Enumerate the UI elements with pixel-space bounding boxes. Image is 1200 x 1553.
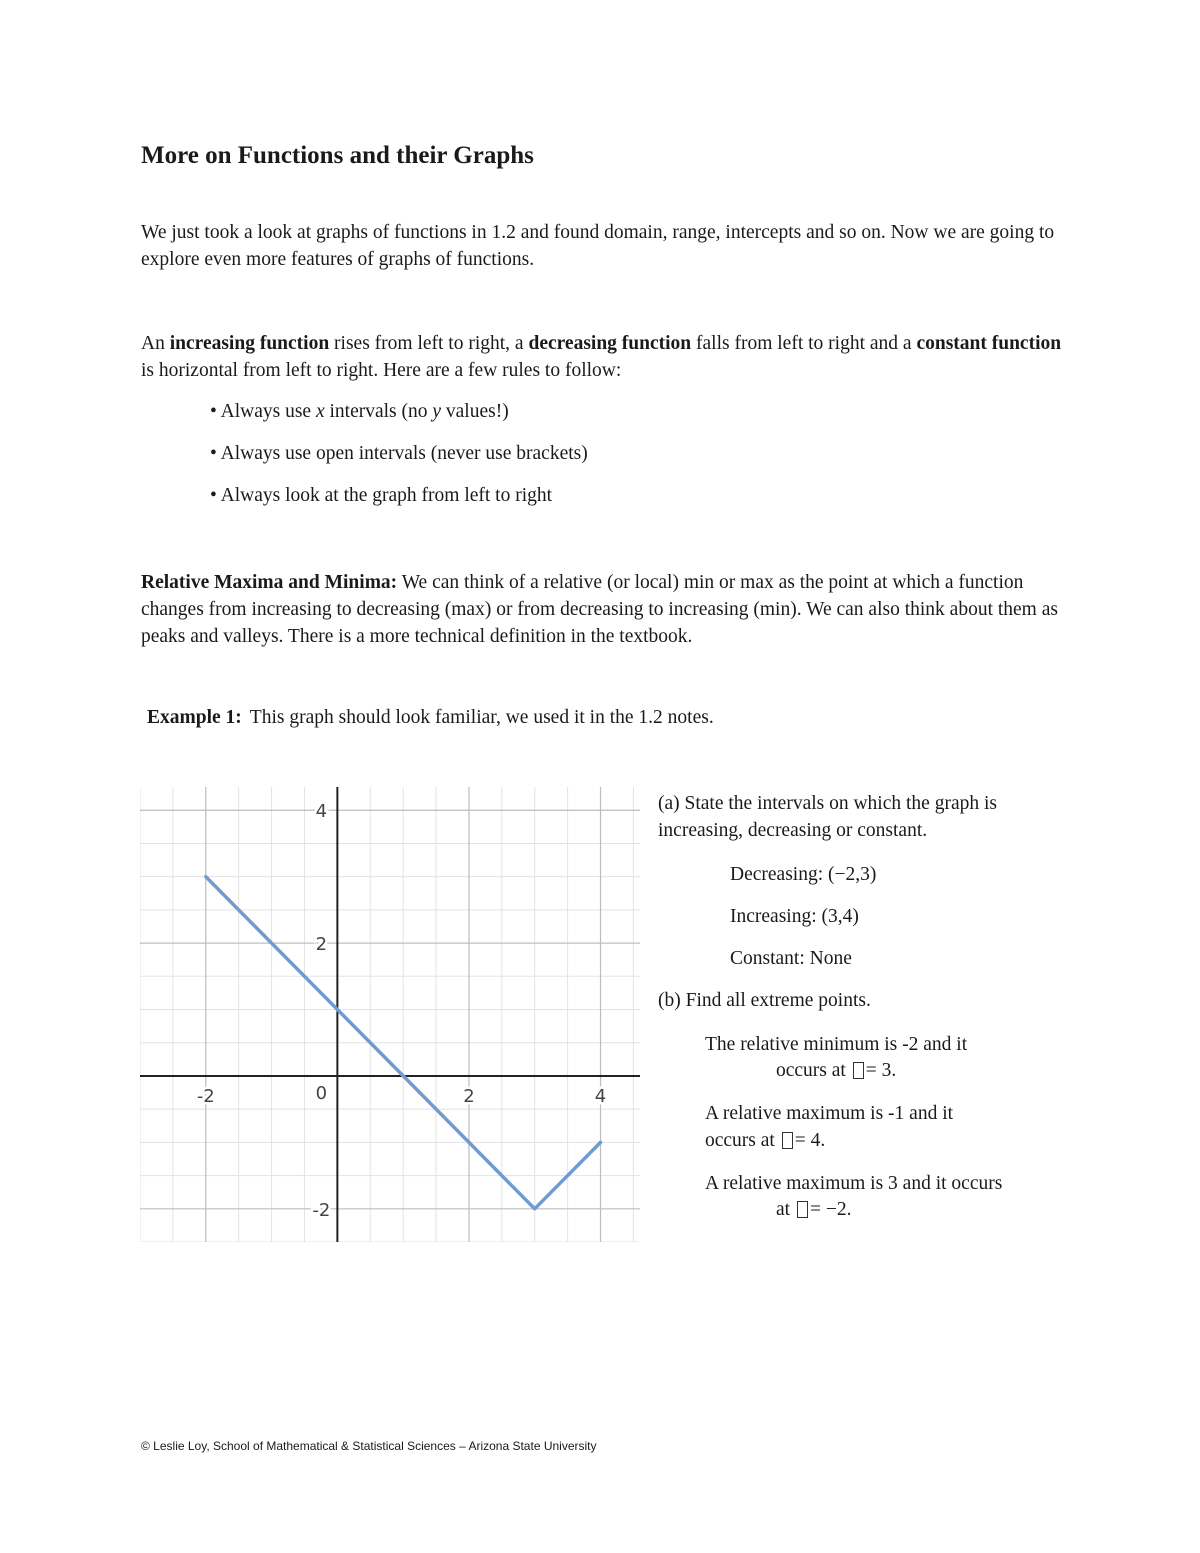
x-tick-label: 4	[594, 1085, 607, 1107]
relative-maximum-answer: A relative maximum is 3 and it occurs	[705, 1173, 1003, 1194]
part-a-prompt: (a) State the intervals on which the graph is	[658, 793, 997, 814]
relative-maximum-location	[705, 1127, 825, 1154]
rule-text: Always use	[216, 401, 316, 422]
increasing-answer: Increasing: (3,4)	[730, 906, 859, 927]
relative-maximum-location	[776, 1196, 851, 1223]
bullet-glyph: •	[210, 485, 217, 506]
footer-copyright: © Leslie Loy, School of Mathematical & Statistical Sciences – Arizona State University	[141, 1439, 597, 1453]
function-graph	[140, 787, 640, 1242]
y-tick-label: 4	[315, 801, 328, 823]
constant-function-term: constant function	[916, 333, 1062, 354]
rule-text: Always look at the graph from left to right	[216, 485, 553, 506]
answer-text: = 3.	[865, 1060, 897, 1081]
definition-text: falls from left to right and a	[691, 333, 917, 354]
bullet-glyph: •	[210, 401, 217, 422]
missing-glyph-icon	[797, 1201, 808, 1218]
relative-extrema-heading: Relative Maxima and Minima:	[141, 572, 398, 593]
answer-text: occurs at	[705, 1130, 780, 1151]
rule-item	[210, 398, 588, 440]
relative-minimum-location	[776, 1057, 896, 1084]
relative-minimum-answer: The relative minimum is -2 and it	[705, 1034, 968, 1055]
rules-list	[210, 398, 588, 524]
answer-text: = 4.	[794, 1130, 826, 1151]
definition-text: An	[141, 333, 170, 354]
definition-text: rises from left to right, a	[329, 333, 529, 354]
definitions-paragraph	[141, 330, 1066, 384]
origin-label: 0	[315, 1082, 328, 1104]
page-title: More on Functions and their Graphs	[141, 142, 534, 169]
missing-glyph-icon	[782, 1132, 793, 1149]
x-tick-label: 2	[463, 1085, 475, 1107]
rule-variable-y: y	[432, 401, 442, 422]
relative-extrema-text: We can think of a relative (or local) min or max as the point at which a function changes from increasing to decreasing (max) or from decreasing to increasing (min). We can also think about them as peaks and valleys. There is a more technical definition in the textbook.	[141, 572, 1058, 647]
increasing-function-term: increasing function	[169, 333, 330, 354]
bullet-glyph: •	[210, 443, 217, 464]
y-tick-label: 2	[315, 934, 328, 956]
rule-text: Always use open intervals (never use brackets)	[216, 443, 588, 464]
answer-text: occurs at	[776, 1060, 851, 1081]
example-label: Example 1:	[147, 707, 242, 728]
example-text: This graph should look familiar, we used it in the 1.2 notes.	[249, 707, 714, 728]
part-a-prompt: increasing, decreasing or constant.	[658, 820, 928, 841]
decreasing-answer: Decreasing: (−2,3)	[730, 864, 877, 885]
definition-text: is horizontal from left to right. Here are a few rules to follow:	[141, 360, 622, 381]
missing-glyph-icon	[853, 1062, 864, 1079]
x-tick-label: -2	[196, 1085, 215, 1107]
constant-answer: Constant: None	[730, 948, 852, 969]
answer-text: at	[776, 1199, 795, 1220]
rule-variable-x: x	[315, 401, 325, 422]
intro-paragraph: We just took a look at graphs of functions in 1.2 and found domain, range, intercepts and so on. Now we are going to explore even more features of graphs of functions.	[141, 222, 1055, 270]
part-b-prompt: (b) Find all extreme points.	[658, 990, 871, 1011]
rule-item	[210, 440, 588, 482]
decreasing-function-term: decreasing function	[528, 333, 692, 354]
rule-item	[210, 482, 588, 524]
rule-text: values!)	[441, 401, 509, 422]
rule-text: intervals (no	[324, 401, 433, 422]
relative-maximum-answer: A relative maximum is -1 and it	[705, 1103, 954, 1124]
y-tick-label: -2	[312, 1199, 331, 1221]
answer-text: = −2.	[809, 1199, 852, 1220]
relative-extrema-paragraph	[141, 569, 1066, 650]
example-line	[147, 707, 714, 729]
